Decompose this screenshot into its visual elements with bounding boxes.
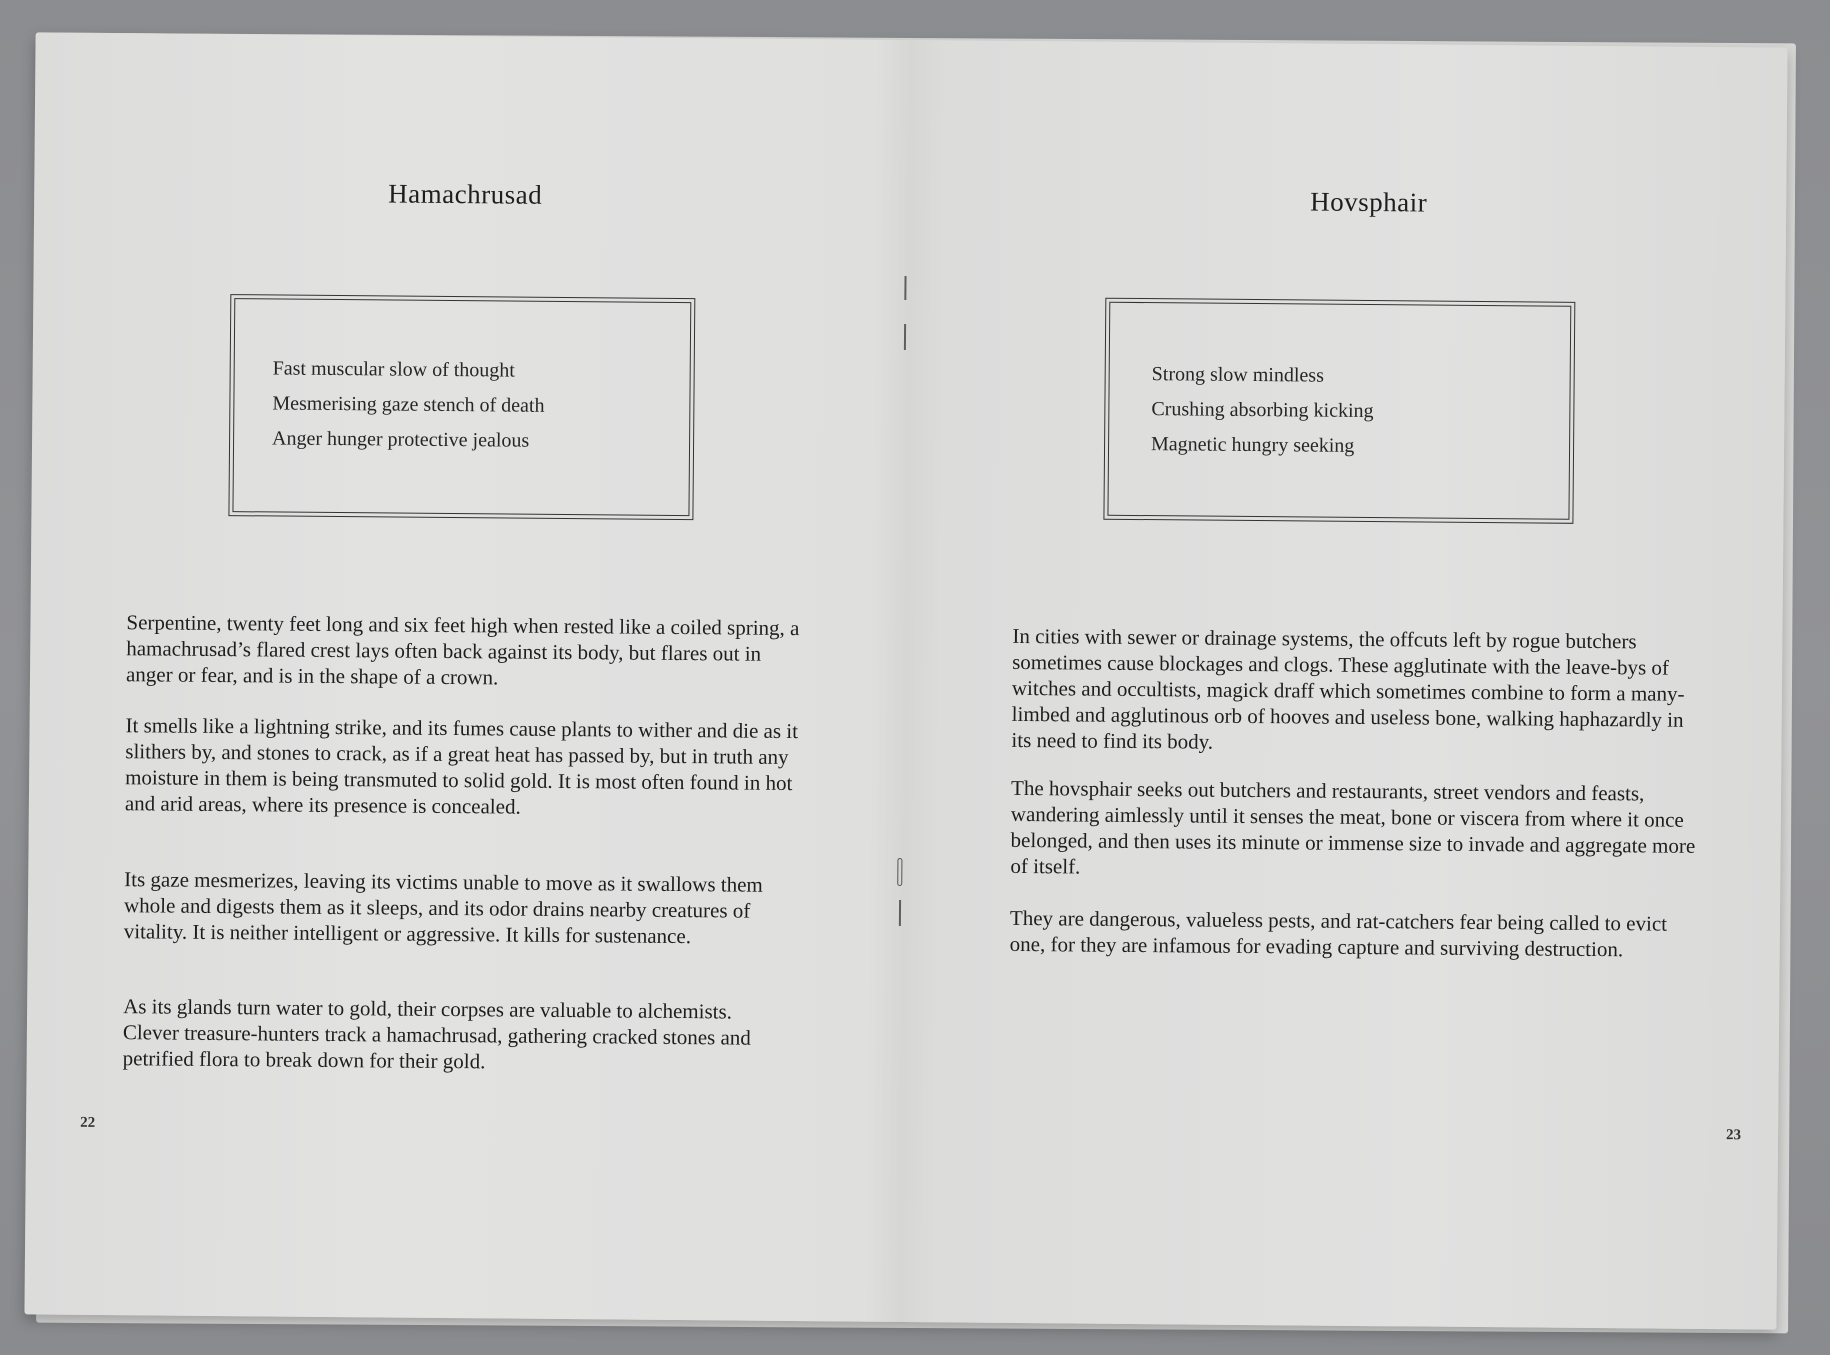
left-trait-line: Mesmerising gaze stench of death [272, 392, 545, 417]
left-trait-line: Anger hunger protective jealous [271, 427, 530, 452]
left-traits-box [232, 298, 691, 516]
right-traits-box [1107, 302, 1571, 520]
left-page-number: 22 [80, 1114, 96, 1131]
right-paragraph: In cities with sewer or drainage systems, the offcuts left by rogue butchers sometimes cause blockages and clogs. These agglutinate with the leave-bys of witches and occultists, magick draff which sometimes combine to form a many-limbed and agglutinous orb of hooves and useless bone, walking haphazardly in its need to find its body. [1011, 623, 1685, 754]
right-page-title: Hovsphair [1310, 186, 1428, 218]
left-page-title: Hamachrusad [388, 178, 543, 210]
right-page [900, 40, 1787, 1330]
right-trait-line: Strong slow mindless [1151, 363, 1325, 387]
left-paragraph: Serpentine, twenty feet long and six feet high when rested like a coiled spring, a hamachrusad’s flared crest lays often back against its body, but flares out in anger or fear, and is in the shape of a crown. [125, 610, 800, 690]
right-trait-line: Crushing absorbing kicking [1151, 398, 1374, 423]
right-paragraph: They are dangerous, valueless pests, and rat-catchers fear being called to evict one, for they are infamous for evading capture and surviving destruction. [1009, 905, 1668, 962]
left-paragraph: Its gaze mesmerizes, leaving its victims unable to move as it swallows them whole and digests them as it sleeps, and its odor drains nearby creatures of vitality. It is neither intelligent or aggressive. It kills for sustenance. [123, 867, 763, 949]
right-page-number: 23 [1725, 1127, 1742, 1144]
left-paragraph: As its glands turn water to gold, their corpses are valuable to alchemists. Clever treasure-hunters track a hamachrusad, gathering cracked stones and petrified flora to break down for their gold. [122, 994, 751, 1074]
right-trait-line: Magnetic hungry seeking [1150, 433, 1355, 457]
right-paragraph: The hovsphair seeks out butchers and restaurants, street vendors and feasts, wandering aimlessly until it senses the meat, bone or viscera from where it once belonged, and then uses its minute or immense size to invade and aggregate more of itself. [1010, 775, 1696, 879]
left-page [24, 32, 911, 1322]
open-booklet [24, 32, 1787, 1329]
left-trait-line: Fast muscular slow of thought [272, 357, 516, 382]
left-paragraph: It smells like a lightning strike, and its fumes cause plants to wither and die as it slithers by, and stones to crack, as if a great heat has passed by, but in truth any moisture in them is being transmuted to solid gold. It is most often found in hot and arid areas, where its presence is concealed. [124, 713, 799, 819]
